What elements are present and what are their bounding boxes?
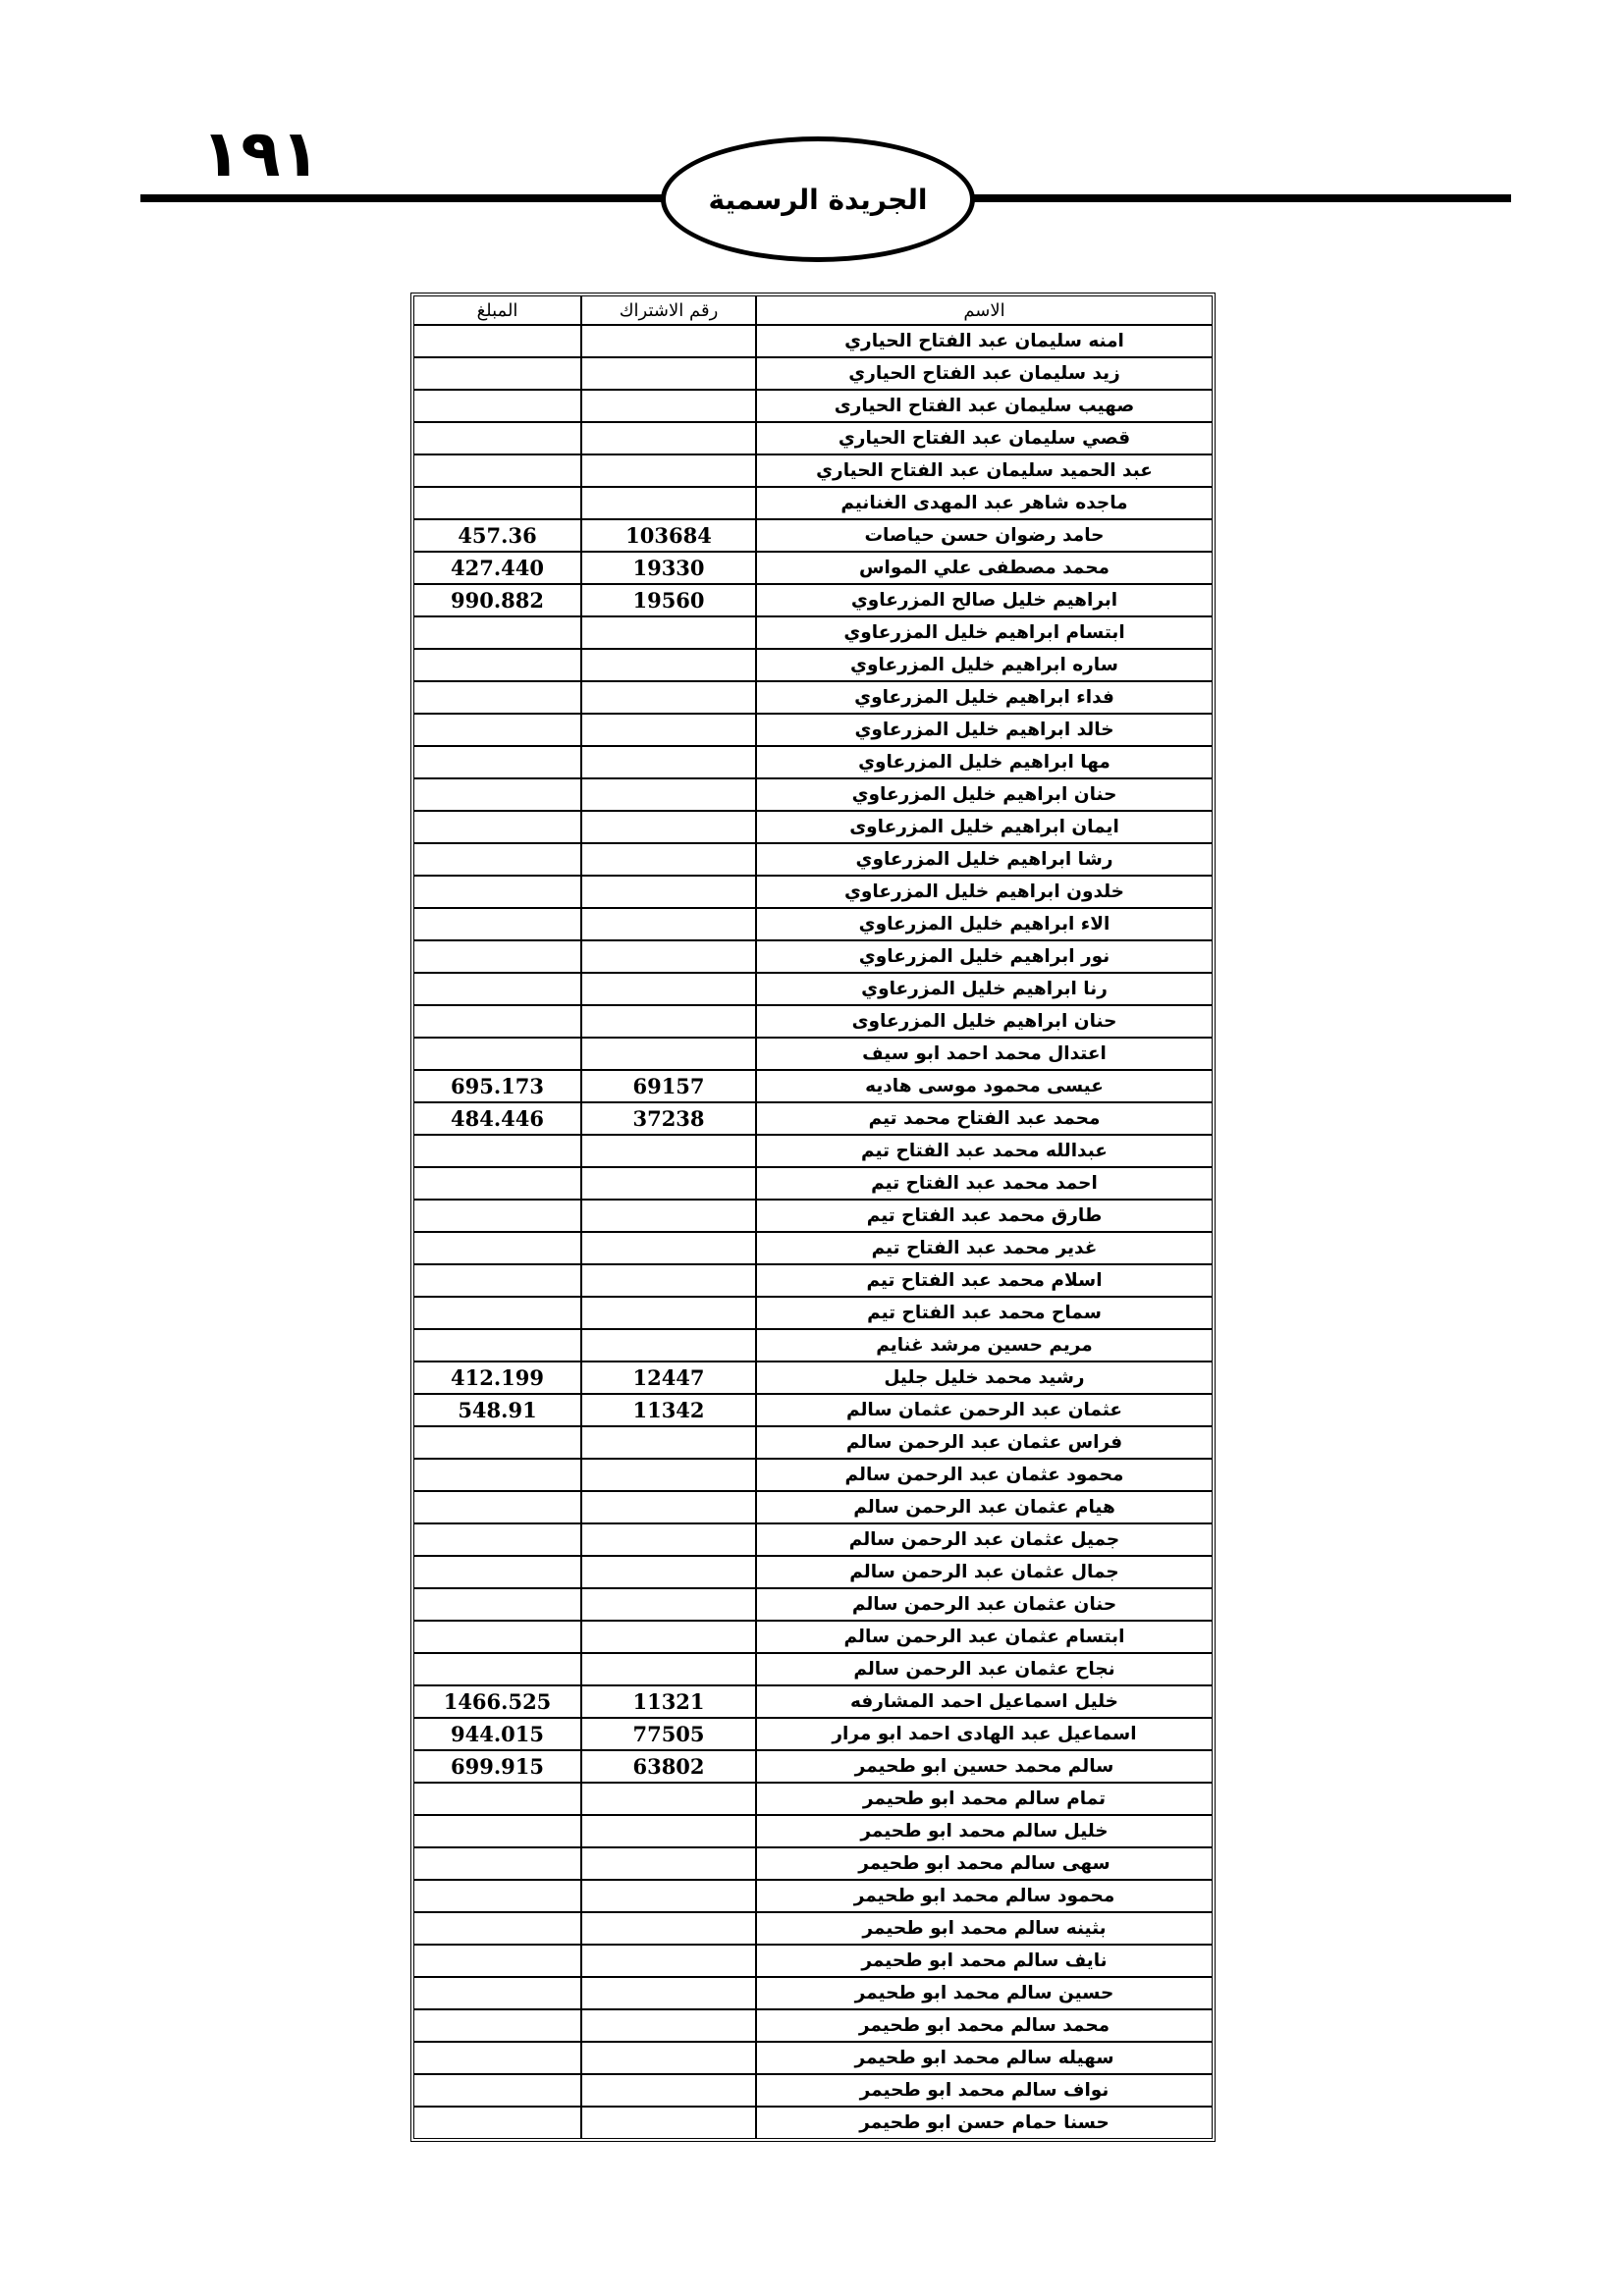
cell-name: ابتسام ابراهيم خليل المزرعاوي: [756, 616, 1213, 649]
masthead-oval: [661, 136, 975, 262]
cell-amount: [413, 973, 581, 1005]
table-row: [413, 519, 1213, 552]
cell-amount: 990.882: [413, 584, 581, 616]
records-table-frame: [410, 293, 1216, 2142]
cell-subscription: [581, 1038, 756, 1070]
cell-name: خلدون ابراهيم خليل المزرعاوي: [756, 876, 1213, 908]
cell-name: حسين سالم محمد ابو طحيمر: [756, 1977, 1213, 2009]
cell-amount: [413, 1005, 581, 1038]
cell-subscription: [581, 778, 756, 811]
cell-subscription: [581, 1783, 756, 1815]
cell-name: سهى سالم محمد ابو طحيمر: [756, 1847, 1213, 1880]
cell-subscription: [581, 1005, 756, 1038]
cell-amount: [413, 2074, 581, 2107]
table-row: [413, 1232, 1213, 1264]
cell-amount: 427.440: [413, 552, 581, 584]
cell-name: زيد سليمان عبد الفتاح الحياري: [756, 357, 1213, 390]
cell-subscription: [581, 1232, 756, 1264]
table-row: [413, 390, 1213, 422]
cell-name: ايمان ابراهيم خليل المزرعاوى: [756, 811, 1213, 843]
cell-amount: [413, 390, 581, 422]
cell-name: خليل سالم محمد ابو طحيمر: [756, 1815, 1213, 1847]
cell-amount: [413, 2009, 581, 2042]
cell-name: نواف سالم محمد ابو طحيمر: [756, 2074, 1213, 2107]
cell-subscription: 11321: [581, 1685, 756, 1718]
cell-name: عبد الحميد سليمان عبد الفتاح الحياري: [756, 454, 1213, 487]
table-row: [413, 357, 1213, 390]
cell-subscription: [581, 454, 756, 487]
table-row: [413, 778, 1213, 811]
table-row: [413, 811, 1213, 843]
cell-subscription: [581, 357, 756, 390]
table-row: [413, 1556, 1213, 1588]
table-row: [413, 908, 1213, 940]
cell-amount: [413, 1783, 581, 1815]
cell-name: حامد رضوان حسن حياصات: [756, 519, 1213, 552]
table-row: [413, 1038, 1213, 1070]
table-row: [413, 2074, 1213, 2107]
table-row: [413, 1426, 1213, 1459]
cell-subscription: [581, 2042, 756, 2074]
cell-amount: [413, 1945, 581, 1977]
cell-subscription: [581, 1200, 756, 1232]
cell-amount: [413, 1523, 581, 1556]
cell-subscription: [581, 1264, 756, 1297]
cell-subscription: 19560: [581, 584, 756, 616]
cell-subscription: 103684: [581, 519, 756, 552]
cell-amount: 457.36: [413, 519, 581, 552]
cell-amount: 699.915: [413, 1750, 581, 1783]
table-row: [413, 1685, 1213, 1718]
table-row: [413, 1394, 1213, 1426]
cell-subscription: [581, 1426, 756, 1459]
table-row: [413, 2042, 1213, 2074]
table-row: [413, 940, 1213, 973]
cell-amount: [413, 2042, 581, 2074]
table-row: [413, 1653, 1213, 1685]
cell-name: خالد ابراهيم خليل المزرعاوي: [756, 714, 1213, 746]
header-amount: المبلغ: [413, 295, 581, 325]
table-row: [413, 1135, 1213, 1167]
cell-subscription: [581, 746, 756, 778]
cell-name: محمد سالم محمد ابو طحيمر: [756, 2009, 1213, 2042]
cell-subscription: [581, 1977, 756, 2009]
table-header-row: [413, 295, 1213, 325]
cell-amount: [413, 1621, 581, 1653]
cell-subscription: 63802: [581, 1750, 756, 1783]
cell-subscription: [581, 1167, 756, 1200]
cell-name: ابراهيم خليل صالح المزرعاوي: [756, 584, 1213, 616]
cell-subscription: [581, 1329, 756, 1362]
cell-name: ماجده شاهر عبد المهدى الغنانيم: [756, 487, 1213, 519]
cell-amount: [413, 2107, 581, 2139]
table-row: [413, 2009, 1213, 2042]
cell-name: حنان ابراهيم خليل المزرعاوى: [756, 1005, 1213, 1038]
cell-name: نور ابراهيم خليل المزرعاوي: [756, 940, 1213, 973]
cell-name: محمد مصطفى علي المواس: [756, 552, 1213, 584]
cell-name: غدير محمد عبد الفتاح تيم: [756, 1232, 1213, 1264]
table-row: [413, 1718, 1213, 1750]
cell-subscription: [581, 422, 756, 454]
cell-name: مريم حسين مرشد غنايم: [756, 1329, 1213, 1362]
cell-amount: [413, 1880, 581, 1912]
cell-subscription: [581, 1912, 756, 1945]
table-row: [413, 584, 1213, 616]
cell-subscription: [581, 1815, 756, 1847]
cell-name: بثينه سالم محمد ابو طحيمر: [756, 1912, 1213, 1945]
table-row: [413, 1491, 1213, 1523]
table-row: [413, 681, 1213, 714]
cell-name: محمود سالم محمد ابو طحيمر: [756, 1880, 1213, 1912]
table-row: [413, 325, 1213, 357]
cell-name: تمام سالم محمد ابو طحيمر: [756, 1783, 1213, 1815]
table-row: [413, 1362, 1213, 1394]
masthead-title: الجريدة الرسمية: [708, 183, 928, 216]
table-row: [413, 1459, 1213, 1491]
cell-subscription: [581, 1459, 756, 1491]
cell-amount: [413, 778, 581, 811]
cell-name: جميل عثمان عبد الرحمن سالم: [756, 1523, 1213, 1556]
table-row: [413, 1329, 1213, 1362]
cell-amount: [413, 1038, 581, 1070]
cell-subscription: [581, 908, 756, 940]
cell-subscription: [581, 714, 756, 746]
cell-subscription: [581, 1847, 756, 1880]
cell-name: عثمان عبد الرحمن عثمان سالم: [756, 1394, 1213, 1426]
cell-amount: [413, 1297, 581, 1329]
cell-name: احمد محمد عبد الفتاح تيم: [756, 1167, 1213, 1200]
cell-amount: [413, 1135, 581, 1167]
cell-name: محمود عثمان عبد الرحمن سالم: [756, 1459, 1213, 1491]
cell-amount: 548.91: [413, 1394, 581, 1426]
cell-amount: [413, 1815, 581, 1847]
header-name: الاسم: [756, 295, 1213, 325]
cell-subscription: [581, 2009, 756, 2042]
cell-subscription: [581, 1880, 756, 1912]
cell-subscription: [581, 940, 756, 973]
table-row: [413, 1815, 1213, 1847]
cell-amount: [413, 876, 581, 908]
cell-subscription: [581, 1945, 756, 1977]
cell-amount: [413, 422, 581, 454]
cell-amount: [413, 746, 581, 778]
cell-subscription: [581, 973, 756, 1005]
table-row: [413, 2107, 1213, 2139]
cell-name: رنا ابراهيم خليل المزرعاوي: [756, 973, 1213, 1005]
cell-subscription: [581, 2107, 756, 2139]
cell-name: فراس عثمان عبد الرحمن سالم: [756, 1426, 1213, 1459]
cell-subscription: 11342: [581, 1394, 756, 1426]
cell-name: عبدالله محمد عبد الفتاح تيم: [756, 1135, 1213, 1167]
cell-amount: [413, 681, 581, 714]
cell-name: طارق محمد عبد الفتاح تيم: [756, 1200, 1213, 1232]
records-table: [413, 295, 1213, 2139]
cell-amount: 412.199: [413, 1362, 581, 1394]
table-row: [413, 649, 1213, 681]
cell-amount: [413, 714, 581, 746]
cell-amount: [413, 325, 581, 357]
cell-name: سماح محمد عبد الفتاح تيم: [756, 1297, 1213, 1329]
cell-amount: [413, 1200, 581, 1232]
cell-amount: [413, 811, 581, 843]
table-row: [413, 454, 1213, 487]
cell-amount: [413, 1167, 581, 1200]
cell-name: رشيد محمد خليل جليل: [756, 1362, 1213, 1394]
table-row: [413, 1977, 1213, 2009]
table-row: [413, 1880, 1213, 1912]
cell-subscription: [581, 1135, 756, 1167]
cell-name: مها ابراهيم خليل المزرعاوي: [756, 746, 1213, 778]
table-row: [413, 714, 1213, 746]
cell-subscription: [581, 681, 756, 714]
table-row: [413, 1200, 1213, 1232]
cell-name: حسنا حمام حسن ابو طحيمر: [756, 2107, 1213, 2139]
table-row: [413, 1102, 1213, 1135]
table-row: [413, 1297, 1213, 1329]
cell-subscription: [581, 1653, 756, 1685]
table-row: [413, 1005, 1213, 1038]
table-row: [413, 843, 1213, 876]
table-row: [413, 1070, 1213, 1102]
cell-name: ابتسام عثمان عبد الرحمن سالم: [756, 1621, 1213, 1653]
cell-amount: [413, 1847, 581, 1880]
cell-subscription: 69157: [581, 1070, 756, 1102]
cell-subscription: 37238: [581, 1102, 756, 1135]
cell-amount: [413, 616, 581, 649]
cell-subscription: 77505: [581, 1718, 756, 1750]
cell-name: اعتدال محمد احمد ابو سيف: [756, 1038, 1213, 1070]
cell-name: صهيب سليمان عبد الفتاح الحيارى: [756, 390, 1213, 422]
cell-name: اسماعيل عبد الهادى احمد ابو مرار: [756, 1718, 1213, 1750]
cell-subscription: [581, 843, 756, 876]
cell-amount: [413, 1329, 581, 1362]
cell-amount: [413, 1491, 581, 1523]
cell-subscription: [581, 616, 756, 649]
table-row: [413, 746, 1213, 778]
cell-subscription: [581, 390, 756, 422]
table-row: [413, 1847, 1213, 1880]
cell-amount: [413, 1556, 581, 1588]
cell-amount: 695.173: [413, 1070, 581, 1102]
cell-name: رشا ابراهيم خليل المزرعاوي: [756, 843, 1213, 876]
cell-name: قصي سليمان عبد الفتاح الحياري: [756, 422, 1213, 454]
cell-amount: [413, 357, 581, 390]
cell-subscription: [581, 876, 756, 908]
cell-name: حنان عثمان عبد الرحمن سالم: [756, 1588, 1213, 1621]
cell-amount: 1466.525: [413, 1685, 581, 1718]
header-subscription: رقم الاشتراك: [581, 295, 756, 325]
cell-name: هيام عثمان عبد الرحمن سالم: [756, 1491, 1213, 1523]
cell-amount: [413, 1459, 581, 1491]
cell-subscription: [581, 325, 756, 357]
cell-name: جمال عثمان عبد الرحمن سالم: [756, 1556, 1213, 1588]
table-row: [413, 1945, 1213, 1977]
cell-subscription: [581, 487, 756, 519]
cell-subscription: [581, 1491, 756, 1523]
table-row: [413, 1167, 1213, 1200]
page-number: ١٩١: [201, 116, 320, 191]
cell-name: محمد عبد الفتاح محمد تيم: [756, 1102, 1213, 1135]
cell-subscription: [581, 811, 756, 843]
table-row: [413, 876, 1213, 908]
cell-name: اسلام محمد عبد الفتاح تيم: [756, 1264, 1213, 1297]
cell-subscription: [581, 1297, 756, 1329]
cell-name: سهيله سالم محمد ابو طحيمر: [756, 2042, 1213, 2074]
cell-amount: [413, 454, 581, 487]
table-row: [413, 1621, 1213, 1653]
table-row: [413, 1523, 1213, 1556]
table-row: [413, 1264, 1213, 1297]
cell-amount: [413, 1653, 581, 1685]
cell-name: سالم محمد حسين ابو طحيمر: [756, 1750, 1213, 1783]
cell-name: حنان ابراهيم خليل المزرعاوي: [756, 778, 1213, 811]
cell-subscription: [581, 1523, 756, 1556]
table-row: [413, 616, 1213, 649]
cell-subscription: [581, 2074, 756, 2107]
cell-subscription: [581, 649, 756, 681]
cell-name: فداء ابراهيم خليل المزرعاوي: [756, 681, 1213, 714]
table-row: [413, 973, 1213, 1005]
cell-subscription: [581, 1556, 756, 1588]
cell-amount: [413, 1977, 581, 2009]
cell-amount: [413, 649, 581, 681]
cell-name: الاء ابراهيم خليل المزرعاوي: [756, 908, 1213, 940]
cell-amount: [413, 1912, 581, 1945]
table-row: [413, 1912, 1213, 1945]
cell-amount: 484.446: [413, 1102, 581, 1135]
cell-amount: [413, 1232, 581, 1264]
cell-name: نايف سالم محمد ابو طحيمر: [756, 1945, 1213, 1977]
table-row: [413, 1588, 1213, 1621]
cell-amount: [413, 487, 581, 519]
cell-name: عيسى محمود موسى هاديه: [756, 1070, 1213, 1102]
cell-name: خليل اسماعيل احمد المشارفه: [756, 1685, 1213, 1718]
cell-subscription: 12447: [581, 1362, 756, 1394]
table-row: [413, 487, 1213, 519]
table-row: [413, 1750, 1213, 1783]
table-row: [413, 422, 1213, 454]
cell-amount: [413, 1588, 581, 1621]
cell-amount: [413, 1264, 581, 1297]
cell-name: ساره ابراهيم خليل المزرعاوي: [756, 649, 1213, 681]
cell-subscription: 19330: [581, 552, 756, 584]
cell-subscription: [581, 1621, 756, 1653]
table-row: [413, 552, 1213, 584]
cell-amount: [413, 908, 581, 940]
cell-subscription: [581, 1588, 756, 1621]
table-row: [413, 1783, 1213, 1815]
cell-name: امنه سليمان عبد الفتاح الحياري: [756, 325, 1213, 357]
cell-amount: [413, 1426, 581, 1459]
cell-amount: 944.015: [413, 1718, 581, 1750]
cell-amount: [413, 940, 581, 973]
cell-name: نجاح عثمان عبد الرحمن سالم: [756, 1653, 1213, 1685]
cell-amount: [413, 843, 581, 876]
